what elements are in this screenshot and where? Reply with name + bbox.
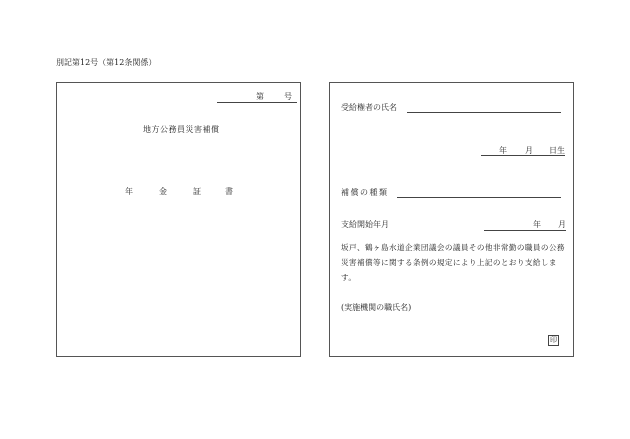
compensation-type-label: 補償の種類 [341,188,389,197]
number-underline [217,102,297,103]
start-date-label: 支給開始年月 [341,220,389,229]
birthdate-line [481,155,565,156]
statement-text: 坂戸、鶴ヶ島水道企業団議会の議員その他非常勤の職員の公務災害補償等に関する条例の規定により上記のとおり支給します。 [341,243,565,282]
cert-char-kin: 金 [159,187,167,196]
compensation-type-line [397,197,561,198]
form-header-note: 別記第12号（第12条関係） [56,58,157,67]
certificate-left-card [56,82,301,357]
certificate-right-card [329,82,574,357]
number-label-dai: 第 [256,92,264,101]
birth-day-label: 日生 [549,146,565,155]
start-month-label: 月 [558,220,566,229]
cert-char-sho2: 書 [225,187,233,196]
implementing-agency-label: (実施機関の職氏名) [341,303,412,312]
cert-char-nen: 年 [125,187,133,196]
recipient-label: 受給権者の氏名 [341,103,397,112]
number-label-go: 号 [284,92,292,101]
start-date-line [484,230,566,231]
seal-mark: 印 [550,336,557,344]
cert-char-sho: 証 [193,187,201,196]
birth-year-label: 年 [499,146,507,155]
birth-month-label: 月 [525,146,533,155]
certificate-title: 地方公務員災害補償 [143,125,220,134]
start-year-label: 年 [533,220,541,229]
recipient-name-line [407,112,561,113]
